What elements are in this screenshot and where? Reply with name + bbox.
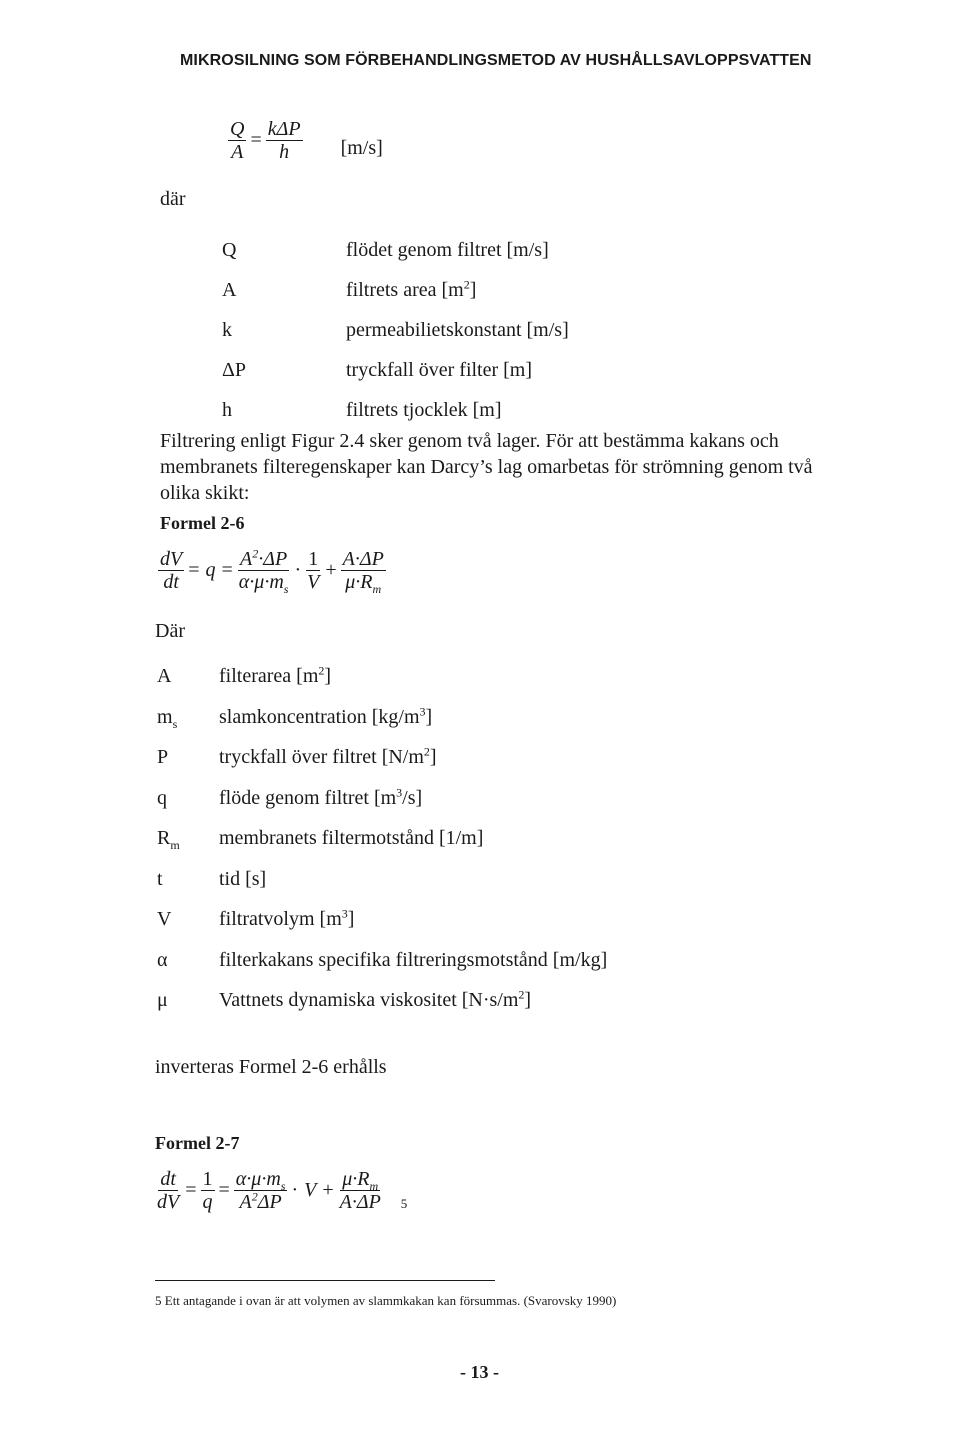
- fraction-one-over-v: $\frac{1}{V}$: [307, 548, 320, 593]
- definition-symbol: $R_m$: [157, 827, 180, 852]
- fraction-dv-dt: $\frac{dV}{dt}$: [160, 548, 183, 593]
- definition-row: [157, 899, 607, 940]
- definition-symbol: V: [157, 908, 172, 930]
- definition-symbol: α: [157, 948, 168, 971]
- page-header: MIKROSILNING SOM FÖRBEHANDLINGSMETOD AV HUSHÅLLSAVLOPPSVATTEN: [180, 52, 812, 69]
- fraction-dt-dv: $\frac{dt}{dV}$: [157, 1168, 180, 1213]
- paragraph-line: olika skikt:: [160, 482, 250, 504]
- footnote-reference: 5: [400, 1196, 408, 1212]
- q-symbol: q: [205, 559, 216, 581]
- dar-label-2: Där: [155, 620, 185, 642]
- definition-symbol: t: [157, 867, 163, 890]
- definition-symbol: A: [222, 279, 237, 301]
- fraction-kdp-over-h: [266, 118, 303, 163]
- formula-2-7: $\frac{dt}{dV}$ = $\frac{1}{q}$ = $\frac{\alpha\cdot\mu\cdot m_s}{A^2\Delta P}$ · V + $\frac{\mu\cdot R_m}{A\cdot\Delta P}$ $_5$: [157, 1168, 408, 1213]
- definition-text: flödet genom filtret [m/s]: [346, 239, 549, 261]
- fraction-q-over-a: [228, 118, 246, 163]
- definition-text: permeabilietskonstant [m/s]: [346, 319, 569, 341]
- definition-text: slamkoncentration $[kg/m^3]$: [219, 703, 433, 728]
- definition-row: [222, 350, 569, 390]
- darcy-equation: $\frac{Q}{A}$ = $\frac{\text{kΔP}}{h}$ [m/s]: [230, 118, 383, 163]
- definition-symbol: Q: [222, 239, 237, 261]
- fraction-membrane-term: $\frac{A\cdot\Delta P}{\mu\cdot R_m}$: [342, 548, 384, 596]
- definition-symbol: k: [222, 319, 232, 341]
- definition-row: [157, 818, 607, 859]
- definition-symbol: $m_s$: [157, 705, 178, 731]
- formula-2-6: $\frac{dV}{dt}$ = q = $\frac{A^2\cdot\Delta P}{\alpha\cdot\mu\cdot m_s}$ · $\frac{1}{V}$ + $\frac{A\cdot\Delta P}{\mu\cdot R_m}$: [160, 546, 384, 596]
- definition-list-1: [222, 230, 569, 430]
- paragraph-line: membranets filteregenskaper kan Darcy’s lag omarbetas för strömning genom två: [160, 456, 813, 478]
- definition-text: flöde genom filtret $[m^3/s]$: [219, 784, 423, 809]
- formula-2-6-label: Formel 2-6: [160, 513, 245, 533]
- definition-text: tryckfall över filtret $[N/m^2]$: [219, 744, 437, 768]
- formula-2-7-label: Formel 2-7: [155, 1133, 240, 1153]
- definition-text: filtratvolym $[m^3]$: [219, 906, 355, 930]
- numerator: Q: [230, 118, 245, 140]
- definition-row: [222, 310, 569, 350]
- definition-row: [157, 778, 607, 819]
- unit-label: [m/s]: [340, 137, 383, 160]
- definition-text: filterarea $[m^2]$: [219, 663, 332, 687]
- numerator: kΔP: [267, 118, 301, 140]
- definition-text: filtrets area $[m^2]$: [346, 277, 477, 301]
- footnote-divider: [155, 1280, 495, 1281]
- definition-text: filterkakans specifika filtreringsmotstånd [m/kg]: [219, 948, 608, 971]
- paragraph: [160, 428, 813, 506]
- definition-text: filtrets tjocklek [m]: [346, 399, 502, 421]
- paragraph-line: Filtrering enligt Figur 2.4 sker genom två lager. För att bestämma kakans och: [160, 430, 779, 452]
- definition-symbol: μ: [157, 989, 168, 1011]
- definition-symbol: ΔP: [222, 359, 246, 381]
- definition-row: [157, 940, 607, 981]
- definition-text: tryckfall över filter [m]: [346, 359, 533, 381]
- definition-row: [222, 230, 569, 270]
- definition-text: membranets filtermotstånd [1/m]: [219, 827, 484, 849]
- definition-symbol: h: [222, 399, 232, 421]
- page-number: - 13 -: [460, 1362, 499, 1382]
- definition-row: [157, 656, 607, 697]
- fraction-cake-term: $\frac{\alpha\cdot\mu\cdot m_s}{A^2\Delta P}$: [235, 1168, 286, 1213]
- inverted-text: inverteras Formel 2-6 erhålls: [155, 1056, 387, 1078]
- dar-label: där: [160, 188, 186, 210]
- definition-row: [222, 390, 569, 430]
- definition-row: [157, 980, 607, 1021]
- footnote: 5 Ett antagande i ovan är att volymen av slammkakan kan försummas. (Svarovsky 1990): [155, 1293, 617, 1308]
- definition-list-2: [157, 656, 607, 1021]
- v-symbol: V: [304, 1179, 317, 1201]
- denominator: A: [231, 141, 244, 163]
- definition-text: Vattnets dynamiska viskositet $[N\cdot s/m^2]$: [219, 987, 532, 1011]
- fraction-membrane-term: $\frac{\mu\cdot R_m}{A\cdot\Delta P}$: [339, 1168, 381, 1213]
- definition-text: tid [s]: [219, 867, 267, 890]
- definition-row: [157, 697, 607, 738]
- definition-symbol: A: [157, 665, 172, 687]
- definition-row: [222, 270, 569, 310]
- fraction-cake-term: $\frac{A^2\cdot\Delta P}{\alpha\cdot\mu\cdot m_s}$: [238, 546, 289, 596]
- definition-row: [157, 859, 607, 900]
- denominator: h: [279, 141, 290, 163]
- definition-symbol: P: [157, 746, 169, 768]
- definition-row: [157, 737, 607, 778]
- definition-symbol: q: [157, 786, 167, 809]
- fraction-one-over-q: $\frac{1}{q}$: [202, 1168, 213, 1213]
